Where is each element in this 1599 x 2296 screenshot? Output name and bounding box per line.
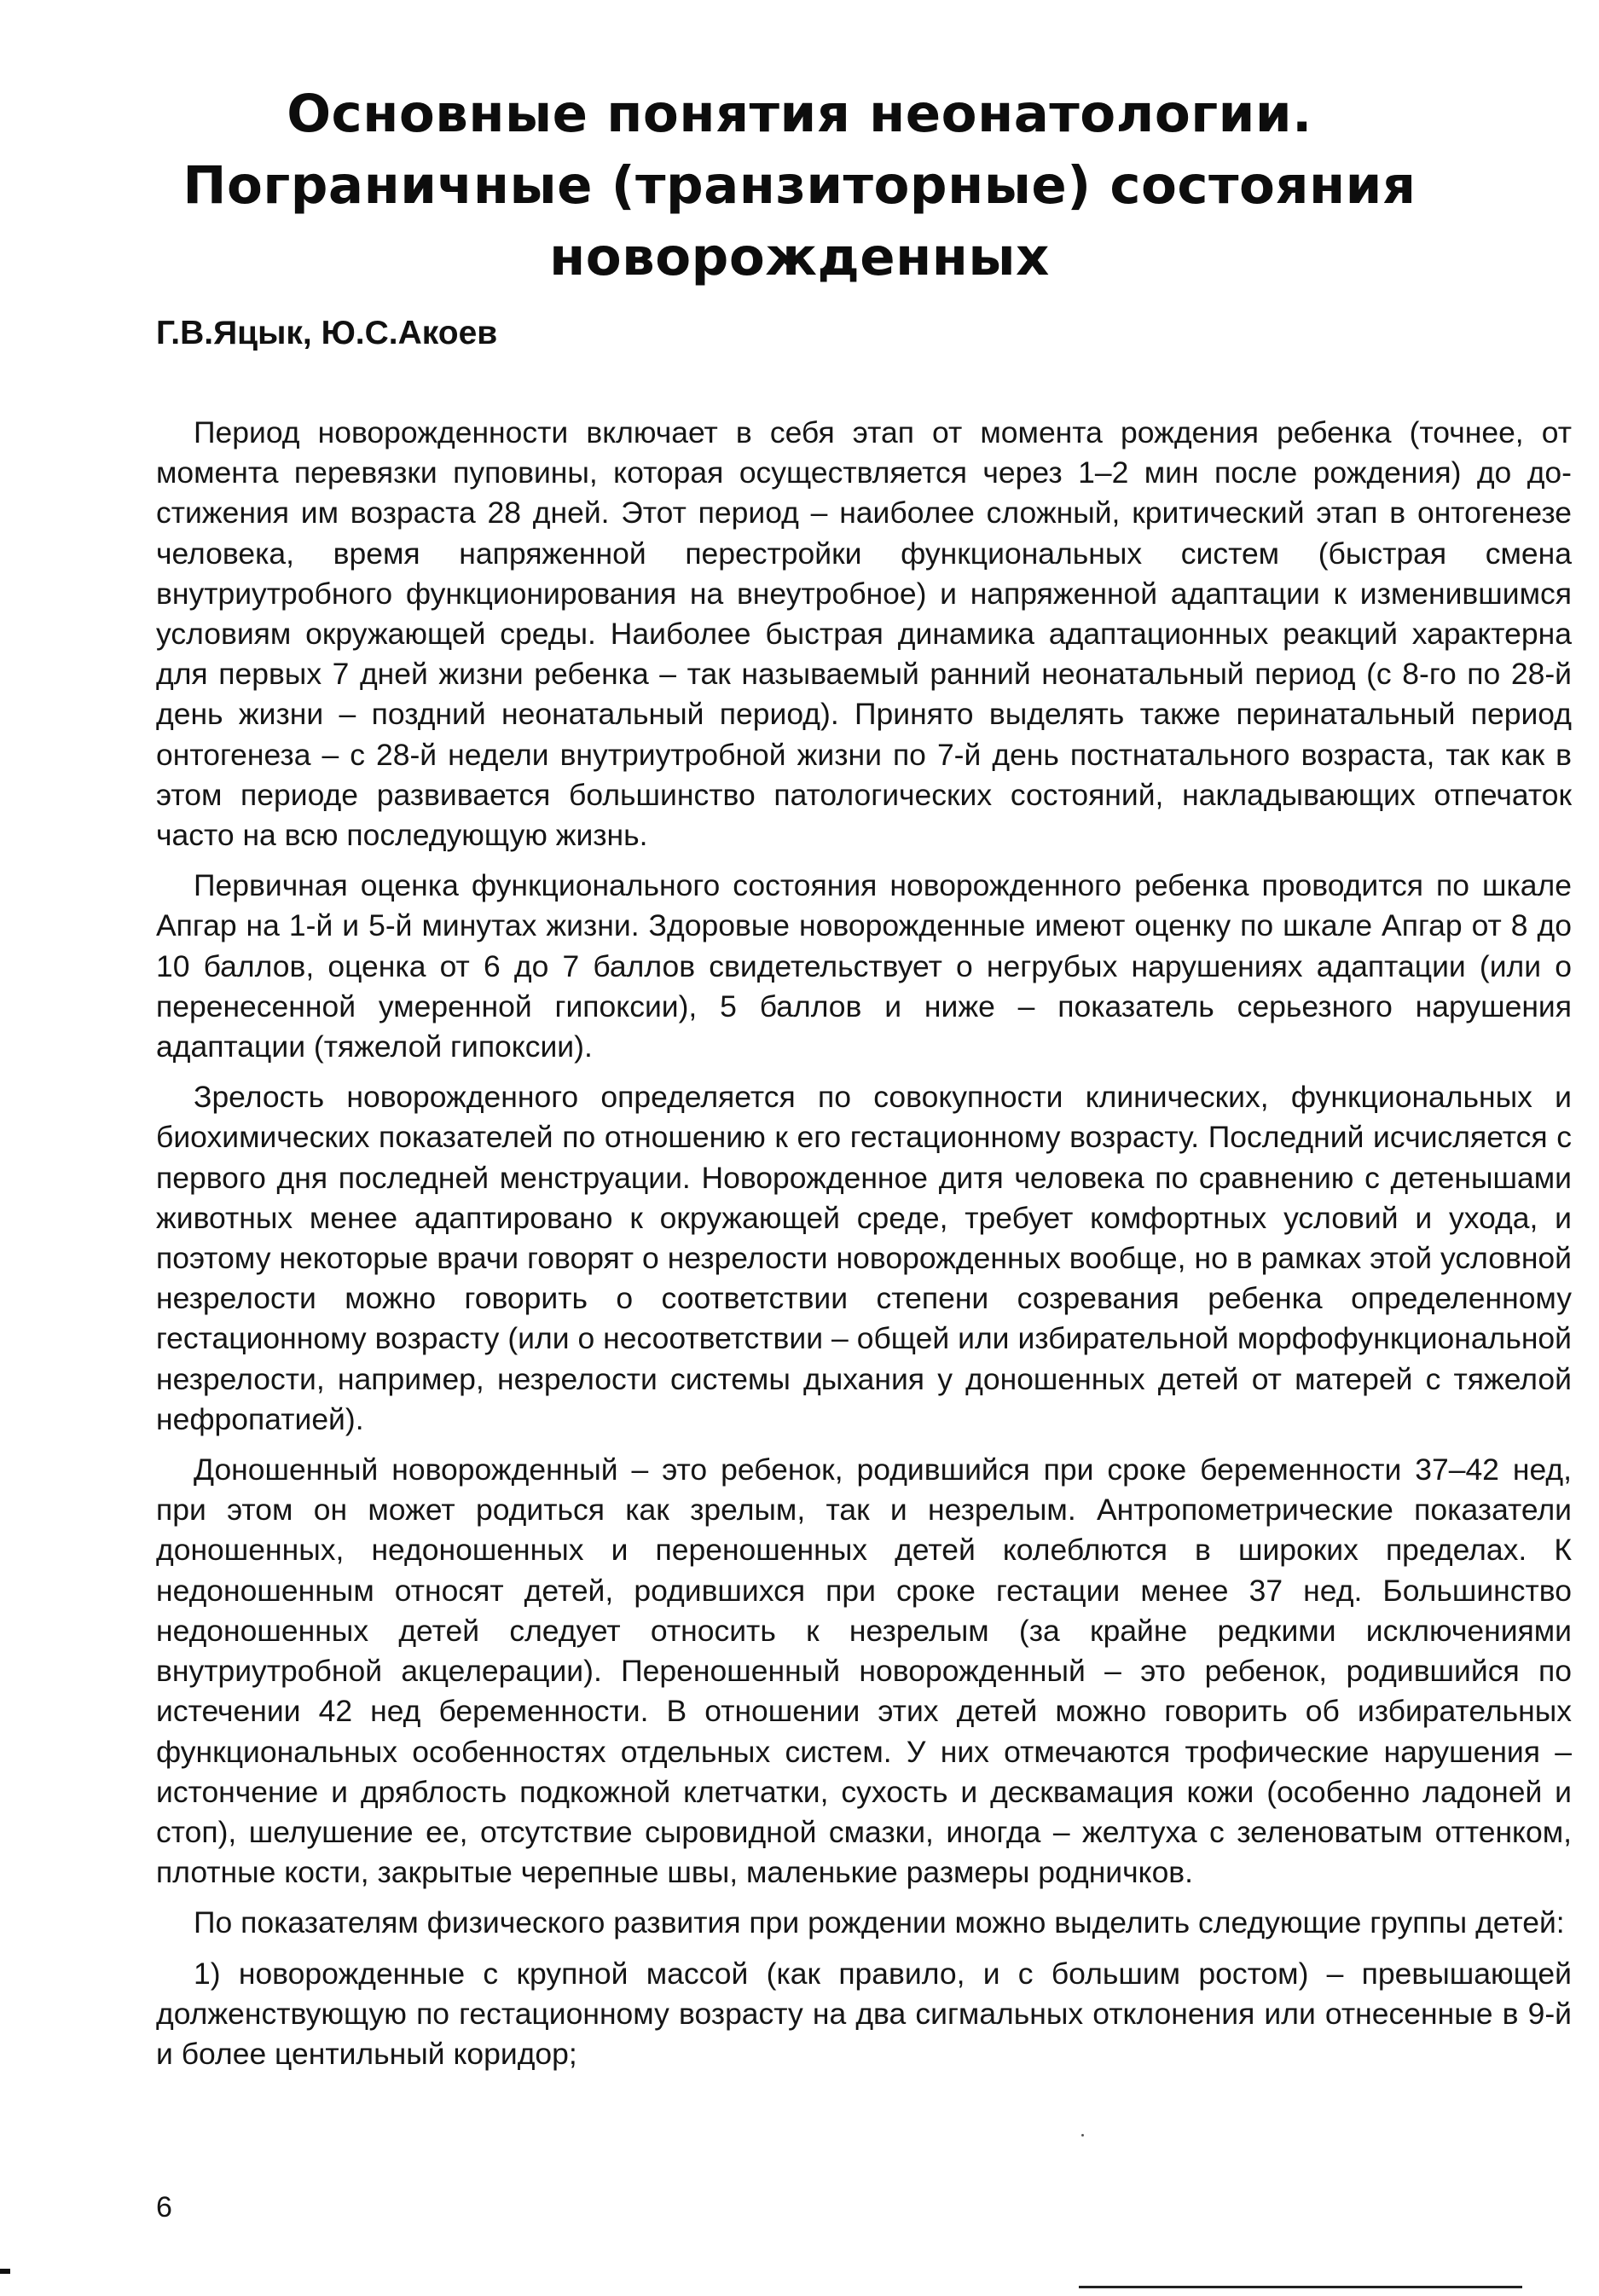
title-line-2: Пограничные (транзиторные) состояния — [182, 155, 1417, 216]
article-body — [156, 413, 1572, 2084]
title-line-3: новорожденных — [549, 227, 1050, 287]
authors: Г.В.Яцык, Ю.С.Акоев — [156, 315, 498, 351]
paragraph-apgar-score: Первичная оценка функционального состояния новорожденного ребенка проводится по шкале Апгар на 1-й и 5-й минутах жизни. Здоровые новорожденные имеют оценку по шкале Апгар от 8 до 10 баллов, оценка от 6 до 7 баллов свидетельствует о негрубых нарушениях адаптации (или о перенесенной умеренной гипоксии), 5 баллов и ниже – показатель серьезного нарушения адаптации (тяжелой гипоксии). — [156, 868, 1572, 1064]
title-line-1: Основные понятия неонатологии. — [287, 84, 1312, 144]
paragraph-full-term: Доношенный новорожденный – это ребенок, родившийся при сроке беременности 37–42 нед, при этом он может родиться как зрелым, так и незрелым. Антропометрические показатели доношенных, недоношенных и переношенных детей колеблются в широких пределах. К недоношенным относят детей, родившихся при сроке гестации менее 37 нед. Большинство недоношенных детей следует относить к незрелым (за крайне редкими исключениями внутриутробной акцелерации). Переношенный новорожденный – это ребенок, родившийся по истечении 42 нед беременности. В отношении этих детей можно говорить об избирательных функциональных особенностях отдельных систем. У них отмечаются трофические нарушения – истончение и дряблость подкожной клетчатки, сухость и десквамация кожи (особенно ладоней и стоп), шелушение ее, отсутствие сыровидной смазки, иногда – желтуха с зеленоватым оттенком, плотные кости, закрытые черепные швы, маленькие размеры родничков. — [156, 1452, 1572, 1890]
article-title — [154, 78, 1445, 293]
paragraph-neonatal-period: Период новорожденности включает в себя этап от момента рождения ребенка (точнее, от момента перевязки пуповины, которая осуществляется через 1–2 мин после рождения) до достижения им возраста 28 дней. Этот период – наиболее сложный, критический этап в онтогенезе человека, время напряженной перестройки функциональных систем (быстрая смена внутриутробного функционирования на внеутробное) и напряженной адаптации к изменившимся условиям окружающей среды. Наиболее быстрая динамика адаптационных реакций характерна для первых 7 дней жизни ребенка – так называемый ранний неонатальный период (с 8-го по 28-й день жизни – поздний неонатальный период). Принято выделять также перинатальный период онтогенеза – с 28-й недели внутриутробной жизни по 7-й день постнатального возраста, так как в этом периоде развивается большинство патологических состояний, накладывающих отпечаток часто на всю последующую жизнь. — [156, 415, 1572, 853]
bottom-rule — [1079, 2286, 1522, 2288]
paragraph-maturity: Зрелость новорожденного определяется по совокупности клинических, функциональных и биохимических показателей по отношению к его гестационному возрасту. Последний исчисляется с первого дня последней менструации. Новорожденное дитя человека по сравнению с детенышами животных менее адаптировано к окружающей среде, требует комфортных условий и ухода, и поэтому некоторые врачи говорят о незрелости новорожденных вообще, но в рамках этой условной незрелости можно говорить о соответствии степени созревания ребенка определенному гестационному возрасту (или о несоответствии – общей или избирательной морфофункциональной незрелости, например, незрелости системы дыхания у доношенных детей от матерей с тяжелой нефропатией). — [156, 1080, 1572, 1436]
paragraph-physical-groups: По показателям физического развития при рождении можно выделить следующие группы детей: — [194, 1905, 1565, 1940]
page-number: 6 — [156, 2191, 172, 2224]
paragraph-group-1: 1) новорожденные с крупной массой (как правило, и с большим ростом) – превышающей долженствующую по гестационному возрасту на два сигмальных отклонения или отнесенные в 9-й и более центильный коридор; — [156, 1956, 1572, 2071]
scan-edge-mark — [0, 2269, 10, 2274]
scan-speck — [1081, 2134, 1084, 2137]
